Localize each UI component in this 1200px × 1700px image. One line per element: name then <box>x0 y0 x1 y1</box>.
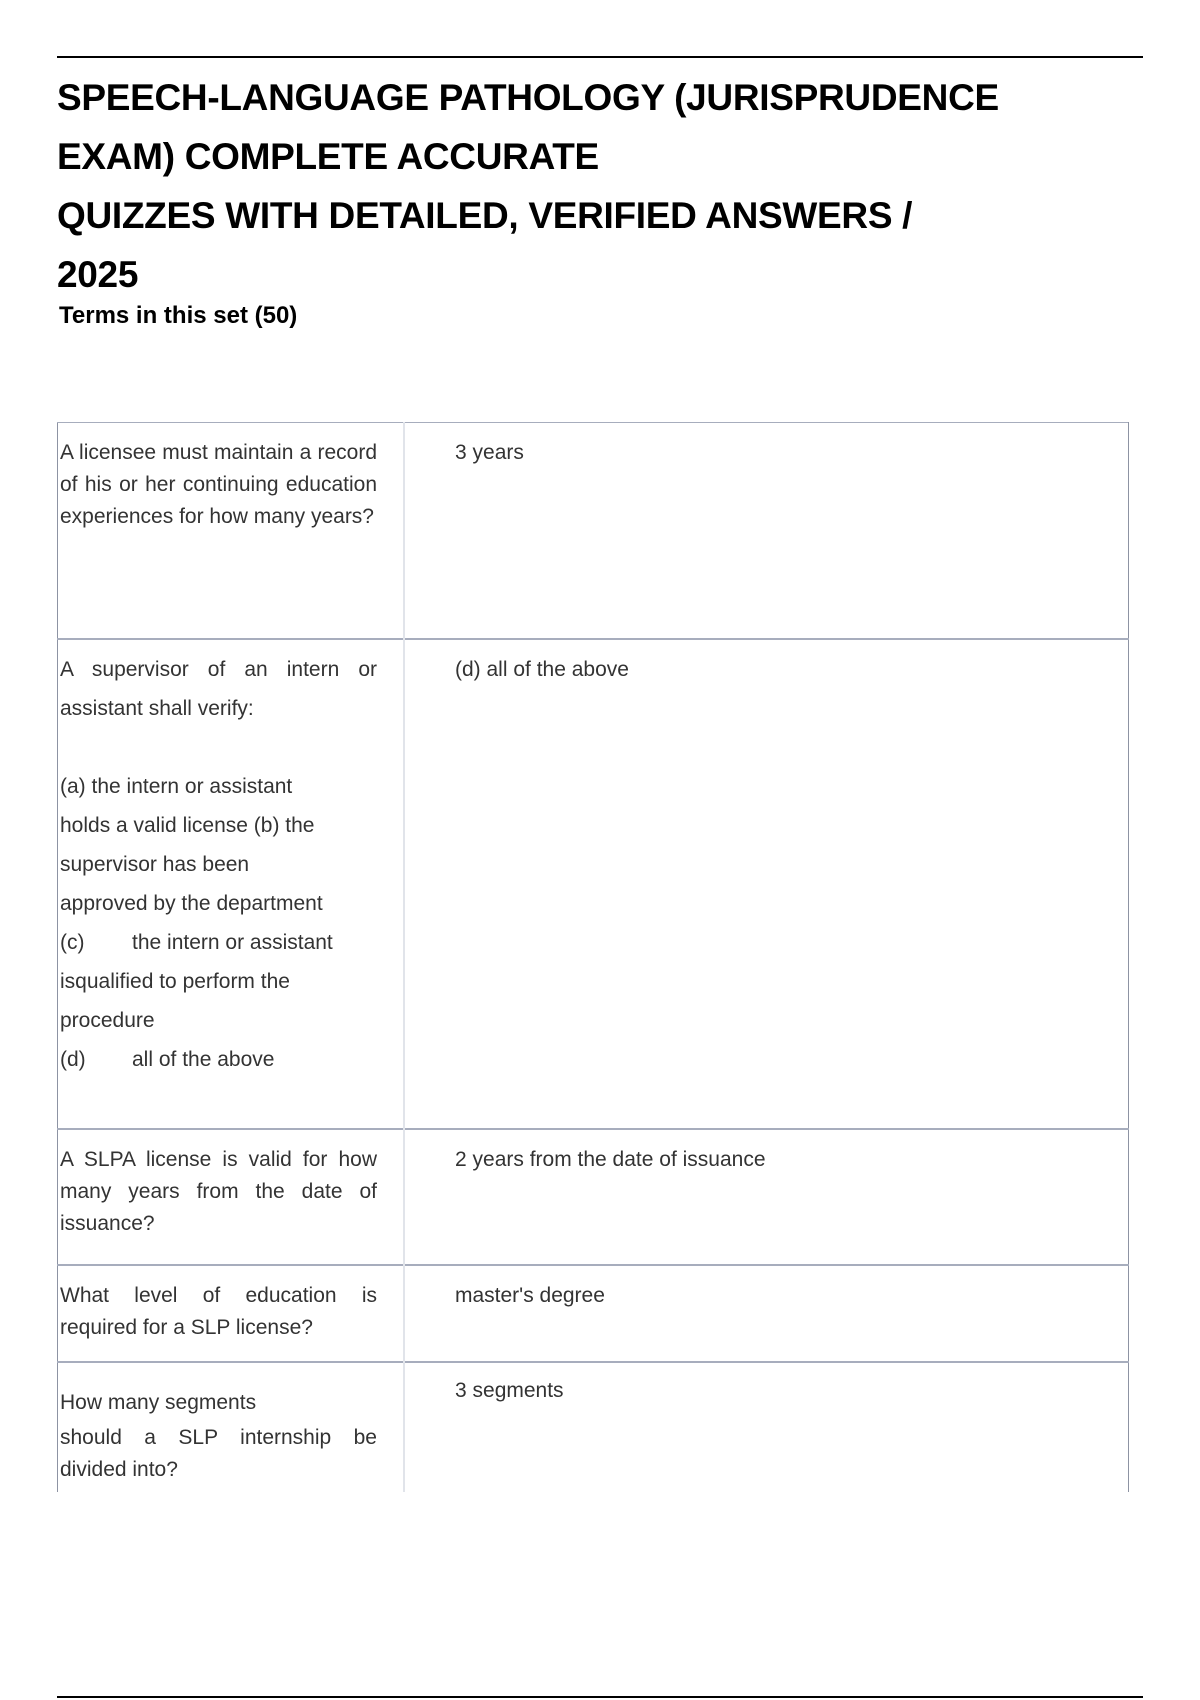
option-d-key: (d) <box>60 1047 86 1071</box>
answer-cell <box>404 639 1129 1129</box>
question-text: A SLPA license is valid for how many years from the date of issuance? <box>60 1147 377 1235</box>
option-d <box>60 1040 377 1079</box>
question-text-line-1: How many segments <box>60 1390 257 1414</box>
answer-cell <box>404 1129 1129 1265</box>
question-text-line-2: should a SLP internship be divided into? <box>60 1425 377 1481</box>
question-cell <box>58 1362 405 1492</box>
qa-row <box>58 639 1129 1129</box>
option-d-text: all of the above <box>132 1047 275 1071</box>
question-text: What level of education is required for a SLP license? <box>60 1283 377 1339</box>
question-cell <box>58 639 405 1129</box>
qa-row <box>58 1129 1129 1265</box>
qa-row <box>58 423 1129 639</box>
answer-cell <box>404 1265 1129 1362</box>
option-c-key: (c) <box>60 930 85 954</box>
question-cell <box>58 1265 405 1362</box>
bottom-divider <box>57 1696 1143 1698</box>
answer-text: 2 years from the date of issuance <box>455 1147 766 1171</box>
answer-cell <box>404 423 1129 639</box>
question-cell <box>58 423 405 639</box>
answer-cell <box>404 1362 1129 1492</box>
terms-count: Terms in this set (50) <box>59 302 298 329</box>
title-line-3: QUIZZES WITH DETAILED, VERIFIED ANSWERS / <box>57 195 913 236</box>
title-line-1: SPEECH-LANGUAGE PATHOLOGY (JURISPRUDENCE <box>57 77 999 118</box>
document-title <box>57 68 1057 304</box>
top-divider <box>57 56 1143 58</box>
qa-row <box>58 1265 1129 1362</box>
question-cell <box>58 1129 405 1265</box>
option-a-b: (a) the intern or assistant holds a valid license (b) the supervisor has been approved by the department <box>60 774 323 915</box>
qa-row <box>58 1362 1129 1492</box>
qa-table <box>57 422 1129 1492</box>
answer-text: (d) all of the above <box>455 657 629 681</box>
option-c-text-rest: isqualified to perform the procedure <box>60 969 290 1032</box>
question-text: A licensee must maintain a record of his or her continuing education experiences for how many years? <box>60 441 377 528</box>
question-text: A supervisor of an intern or assistant shall verify: <box>60 657 377 720</box>
answer-text: master's degree <box>455 1283 605 1307</box>
answer-text: 3 segments <box>455 1378 564 1402</box>
spacer <box>60 728 377 767</box>
title-line-2: EXAM) COMPLETE ACCURATE <box>57 136 599 177</box>
answer-text: 3 years <box>455 441 524 464</box>
title-line-4: 2025 <box>57 254 139 295</box>
option-c-text-first: the intern or assistant <box>132 930 333 954</box>
